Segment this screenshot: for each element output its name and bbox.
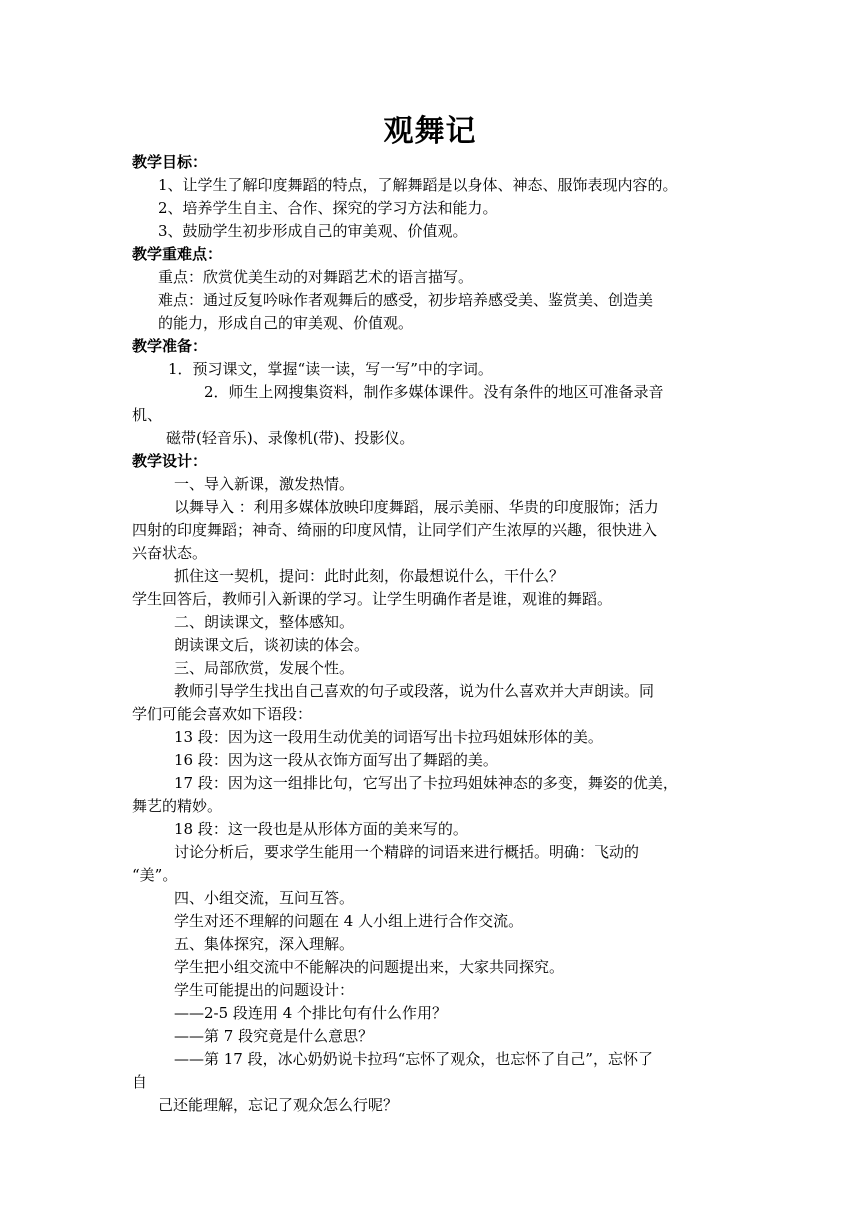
text-line: 学生回答后，教师引入新课的学习。让学生明确作者是谁，观谁的舞蹈。 <box>132 590 613 608</box>
text-line: 机、 <box>132 406 163 424</box>
text-line: “美”。 <box>132 866 178 884</box>
text-line: ——第 17 段，冰心奶奶说卡拉玛“忘怀了观众，也忘怀了自己”，忘怀了 <box>174 1050 653 1068</box>
text-line: 13 段：因为这一段用生动优美的词语写出卡拉玛姐妹形体的美。 <box>174 728 603 746</box>
text-line: 抓住这一契机，提问：此时此刻，你最想说什么，干什么？ <box>174 567 565 585</box>
text-line: 重点：欣赏优美生动的对舞蹈艺术的语言描写。 <box>158 268 474 286</box>
text-line: 1、让学生了解印度舞蹈的特点，了解舞蹈是以身体、神态、服饰表现内容的。 <box>158 176 678 194</box>
text-line: 自 <box>132 1073 148 1091</box>
text-line: 磁带(轻音乐)、录像机(带)、投影仪。 <box>166 429 415 447</box>
heading-design: 教学设计： <box>132 452 208 470</box>
text-line: ——第 7 段究竟是什么意思？ <box>174 1027 374 1045</box>
text-line: 朗读课文后，谈初读的体会。 <box>174 636 370 654</box>
heading-key-points: 教学重难点： <box>132 245 223 263</box>
text-line: 18 段：这一段也是从形体方面的美来写的。 <box>174 820 468 838</box>
text-line: 16 段：因为这一段从衣饰方面写出了舞蹈的美。 <box>174 751 498 769</box>
text-line: 四、小组交流，互问互答。 <box>174 889 355 907</box>
text-line: 教师引导学生找出自己喜欢的句子或段落，说为什么喜欢并大声朗读。同 <box>174 682 655 700</box>
text-line: 学生把小组交流中不能解决的问题提出来，大家共同探究。 <box>174 958 565 976</box>
text-line: 的能力，形成自己的审美观、价值观。 <box>158 314 414 332</box>
text-line: 五、集体探究，深入理解。 <box>174 935 355 953</box>
text-line: 2．师生上网搜集资料，制作多媒体课件。没有条件的地区可准备录音 <box>204 383 664 401</box>
text-line: 己还能理解，忘记了观众怎么行呢？ <box>158 1096 399 1114</box>
text-line: 学生可能提出的问题设计： <box>174 981 355 999</box>
text-line: 一、导入新课，激发热情。 <box>174 475 355 493</box>
heading-preparation: 教学准备： <box>132 337 208 355</box>
text-line: 17 段：因为这一组排比句，它写出了卡拉玛姐妹神态的多变，舞姿的优美， <box>174 774 678 792</box>
text-line: 四射的印度舞蹈；神奇、绮丽的印度风情，让同学们产生浓厚的兴趣，很快进入 <box>132 521 658 539</box>
text-line: 以舞导入 ：利用多媒体放映印度舞蹈，展示美丽、华贵的印度服饰；活力 <box>174 498 659 516</box>
text-line: 3、鼓励学生初步形成自己的审美观、价值观。 <box>158 222 468 240</box>
text-line: 讨论分析后，要求学生能用一个精辟的词语来进行概括。明确：飞动的 <box>174 843 640 861</box>
text-line: 1．预习课文，掌握“读一读，写一写”中的字词。 <box>168 360 493 378</box>
heading-objectives: 教学目标： <box>132 153 208 171</box>
text-line: 学们可能会喜欢如下语段： <box>132 705 313 723</box>
document-title: 观舞记 <box>383 114 477 149</box>
text-line: 学生对还不理解的问题在 4 人小组上进行合作交流。 <box>174 912 524 930</box>
text-line: ——2-5 段连用 4 个排比句有什么作用？ <box>174 1004 448 1022</box>
text-line: 二、朗读课文，整体感知。 <box>174 613 355 631</box>
text-line: 三、局部欣赏，发展个性。 <box>174 659 355 677</box>
text-line: 2、培养学生自主、合作、探究的学习方法和能力。 <box>158 199 498 217</box>
text-line: 难点：通过反复吟咏作者观舞后的感受，初步培养感受美、鉴赏美、创造美 <box>158 291 654 309</box>
text-line: 舞艺的精妙。 <box>132 797 223 815</box>
text-line: 兴奋状态。 <box>132 544 208 562</box>
